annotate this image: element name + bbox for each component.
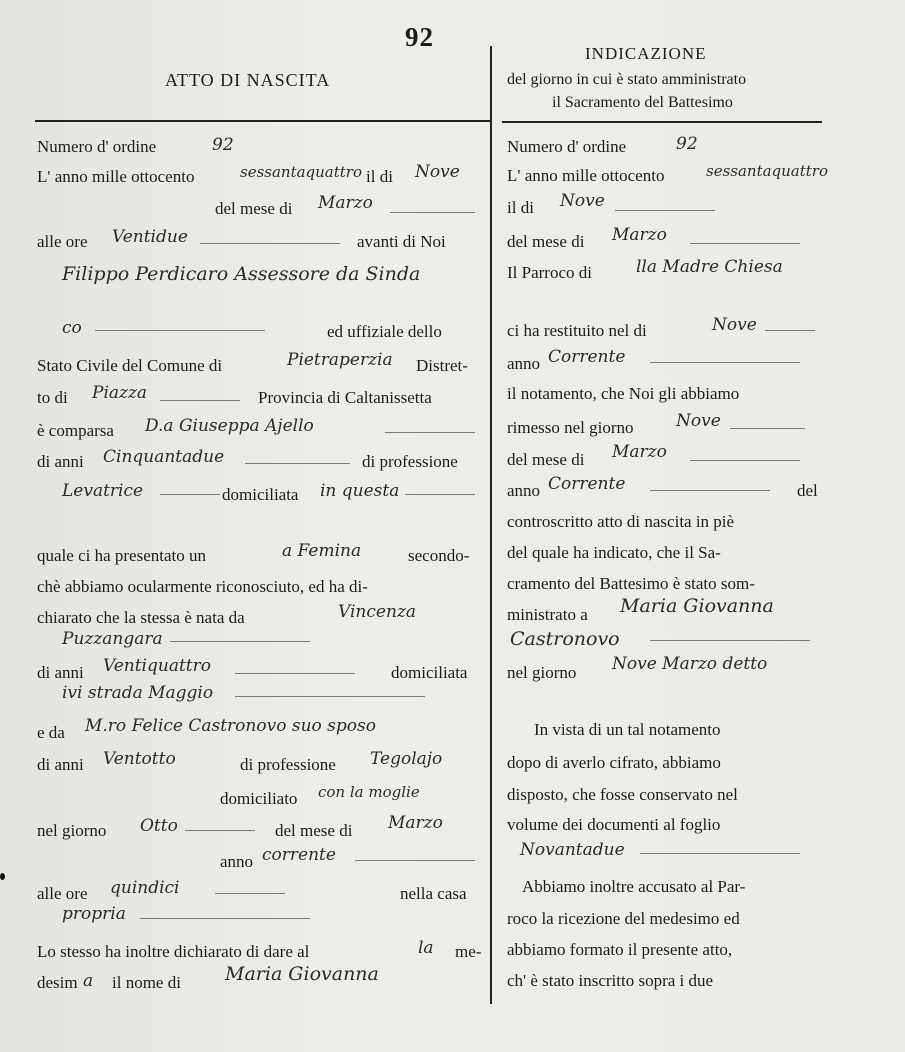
r-line-24: roco la ricezione del medesimo ed <box>507 909 740 928</box>
right-heading-rule <box>502 121 822 123</box>
r-sent-year-label: anno <box>507 481 541 500</box>
mother-age: Ventiquattro <box>103 656 211 676</box>
officer-name-cont: co <box>62 318 82 338</box>
r-year-value: sessantaquattro <box>706 162 829 180</box>
r-line-19: dopo di averlo cifrato, abbiamo <box>507 753 721 772</box>
r-sent-year-cont: del <box>797 481 818 500</box>
r-sent-month-label: del mese di <box>507 450 585 469</box>
province-label: Provincia di Caltanissetta <box>258 388 432 407</box>
r-returned-year: Corrente <box>548 347 626 367</box>
r-baptism-day: Nove Marzo detto <box>612 654 768 674</box>
presented-label: quale ci ha presentato un <box>37 546 206 565</box>
birth-hour-label: alle ore <box>37 884 88 903</box>
mother-surname: Puzzangara <box>62 629 163 649</box>
r-year-label: L' anno mille ottocento <box>507 166 665 185</box>
born-from-label: chiarato che la stessa è nata da <box>37 608 245 627</box>
father-profession: Tegolajo <box>370 749 443 769</box>
r-parish-value: lla Madre Chiesa <box>636 257 783 277</box>
r-order-number-value: 92 <box>676 134 698 154</box>
given-name: Maria Giovanna <box>225 963 379 985</box>
birth-place-label: nella casa <box>400 884 467 903</box>
r-sent-year: Corrente <box>548 474 626 494</box>
birth-day-label: nel giorno <box>37 821 107 840</box>
commune-value: Pietraperzia <box>287 350 393 370</box>
birth-year-label: anno <box>220 852 254 871</box>
r-day-value: Nove <box>560 191 605 211</box>
r-month-value: Marzo <box>612 225 667 245</box>
year-label: L' anno mille ottocento <box>37 167 195 186</box>
declarant-age: Cinquantadue <box>103 447 225 467</box>
recognized-text: chè abbiamo ocularmente riconosciuto, ed ha di- <box>37 577 368 596</box>
child-sex: a Femina <box>282 541 362 561</box>
district-value: Piazza <box>92 383 148 403</box>
commune-label: Stato Civile del Comune di <box>37 356 223 375</box>
r-order-number-label: Numero d' ordine <box>507 137 627 156</box>
mother-first-name: Vincenza <box>338 602 416 622</box>
birth-month: Marzo <box>388 813 443 833</box>
appeared-label: è comparsa <box>37 421 114 440</box>
name-declaration-text: Lo stesso ha inoltre dichiarato di dare al <box>37 942 310 961</box>
r-line-26: ch' è stato inscritto sopra i due <box>507 971 714 990</box>
r-sent-day: Nove <box>676 411 721 431</box>
mother-domicile-label: domiciliata <box>391 663 468 682</box>
r-sent-month: Marzo <box>612 442 667 462</box>
r-baptized-surname: Castronovo <box>510 628 620 650</box>
r-returned-year-label: anno <box>507 354 541 373</box>
order-number-label: Numero d' ordine <box>37 137 157 156</box>
father-domicile: con la moglie <box>318 783 420 801</box>
birth-month-label: del mese di <box>275 821 353 840</box>
declarant-name: D.a Giuseppa Ajello <box>145 416 314 436</box>
father-age: Ventotto <box>103 749 176 769</box>
r-line-18: In vista di un tal notamento <box>534 720 721 739</box>
right-heading-line3: il Sacramento del Battesimo <box>552 94 733 111</box>
father-domicile-label: domiciliato <box>220 789 298 808</box>
r-parish-priest-label: Il Parroco di <box>507 263 592 282</box>
father-name: M.ro Felice Castronovo suo sposo <box>85 716 376 736</box>
r-line-20: disposto, che fosse conservato nel <box>507 785 738 804</box>
r-line-21: volume dei documenti al foglio <box>507 815 721 834</box>
month-label: del mese di <box>215 199 293 218</box>
name-declaration-fill2: a <box>83 971 94 991</box>
declarant-profession: Levatrice <box>62 481 144 501</box>
before-us-label: avanti di Noi <box>357 232 446 251</box>
declarant-domicile: in questa <box>320 481 400 501</box>
r-administered-label: ministrato a <box>507 605 588 624</box>
r-folio-number: Novantadue <box>520 840 625 860</box>
order-number-value: 92 <box>212 135 234 155</box>
r-line-13: del quale ha indicato, che il Sa- <box>507 543 721 562</box>
r-sent-day-label: rimesso nel giorno <box>507 418 634 437</box>
birth-year: corrente <box>262 845 336 865</box>
district-cont-label: to di <box>37 388 68 407</box>
r-line-25: abbiamo formato il presente atto, <box>507 940 733 959</box>
r-line-12: controscritto atto di nascita in piè <box>507 512 735 531</box>
left-heading-rule <box>35 120 490 122</box>
r-notation-text: il notamento, che Noi gli abbiamo <box>507 384 740 403</box>
name-declaration-fill: la <box>418 938 434 958</box>
officer-name: Filippo Perdicaro Assessore da Sinda <box>62 263 421 285</box>
month-value: Marzo <box>318 193 373 213</box>
father-age-label: di anni <box>37 755 84 774</box>
mother-age-label: di anni <box>37 663 84 682</box>
column-divider <box>490 46 492 1004</box>
birth-place: propria <box>62 904 126 924</box>
birth-hour: quindici <box>110 878 180 898</box>
day-label: il di <box>366 167 393 186</box>
father-profession-label: di professione <box>240 755 336 774</box>
day-value: Nove <box>415 162 460 182</box>
r-baptism-day-label: nel giorno <box>507 663 577 682</box>
district-label: Distret- <box>416 356 468 375</box>
name-declaration-cont: me- <box>455 942 482 961</box>
birth-day: Otto <box>140 816 178 836</box>
r-returned-label: ci ha restituito nel di <box>507 321 647 340</box>
declarant-domicile-label: domiciliata <box>222 485 299 504</box>
officer-title: ed uffiziale dello <box>327 322 442 341</box>
hour-label: alle ore <box>37 232 88 251</box>
r-baptized-name: Maria Giovanna <box>620 595 774 617</box>
mother-domicile: ivi strada Maggio <box>62 683 214 703</box>
declarant-age-label: di anni <box>37 452 84 471</box>
r-day-label: il di <box>507 198 534 217</box>
r-line-23: Abbiamo inoltre accusato al Par- <box>522 877 746 896</box>
r-line-14: cramento del Battesimo è stato som- <box>507 574 755 593</box>
father-label: e da <box>37 723 65 742</box>
name-declaration-line2: desim <box>37 973 78 992</box>
r-month-label: del mese di <box>507 232 585 251</box>
r-returned-day: Nove <box>712 315 757 335</box>
declarant-profession-label: di professione <box>362 452 458 471</box>
right-heading-title: INDICAZIONE <box>585 44 707 63</box>
presented-cont: secondo- <box>408 546 470 565</box>
given-name-label: il nome di <box>112 973 181 992</box>
year-value: sessantaquattro <box>240 163 363 181</box>
page-number: 92 <box>405 22 434 52</box>
right-heading-line2: del giorno in cui è stato amministrato <box>507 71 747 88</box>
hour-value: Ventidue <box>112 227 188 247</box>
left-heading: ATTO DI NASCITA <box>165 70 331 90</box>
margin-ink-dot <box>0 873 5 880</box>
